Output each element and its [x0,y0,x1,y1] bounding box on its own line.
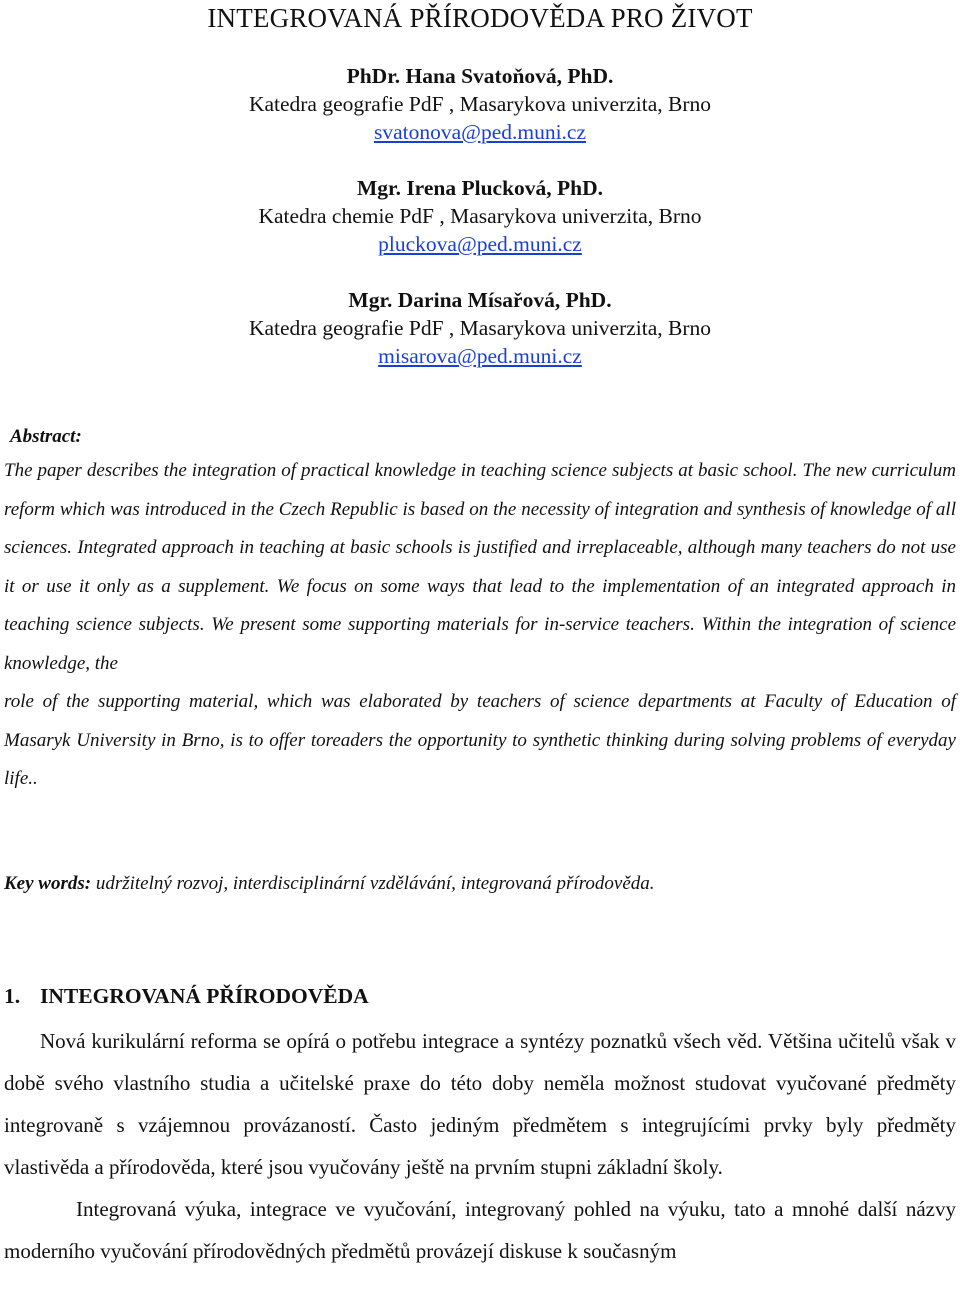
author-affiliation: Katedra geografie PdF , Masarykova univerzita, Brno [248,92,712,116]
paper-title: INTEGROVANÁ PŘÍRODOVĚDA PRO ŽIVOT [207,3,753,33]
abstract-heading: Abstract: [10,426,82,447]
author-name: Mgr. Irena Plucková, PhD. [356,176,604,200]
abstract-paragraph: The paper describes the integration of practical knowledge in teaching science subjects at basic school. The new curriculum reform which was introduced in the Czech Republic is based on the necessity of integration and synthesis of knowledge of all sciences. Integrated approach in teaching at basic schools is justified and irreplaceable, although many teachers do not use it or use it only as a supplement. We focus on some ways that lead to the implementation of an integrated approach in teaching science subjects. We present some supporting materials for in-service teachers. Within the integration of science knowledge, the [4,460,956,674]
abstract-body [4,452,956,799]
author-email-link[interactable]: misarova@ped.muni.cz [378,344,582,368]
keywords-label: Key words: [4,873,92,894]
abstract-paragraph: role of the supporting material, which was elaborated by teachers of science departments at Faculty of Education of Masaryk University in Brno, is to offer toreaders the opportunity to synthetic thinking during solving problems of everyday life.. [4,691,956,789]
author-block [0,62,960,146]
author-email-link[interactable]: pluckova@ped.muni.cz [378,232,582,256]
author-affiliation: Katedra geografie PdF , Masarykova univerzita, Brno [248,316,712,340]
body-paragraph: Nová kurikulární reforma se opírá o potřebu integrace a syntézy poznatků všech věd. Většina učitelů však v době svého vlastního studia a učitelské praxe do této doby neměla možnost studovat vyučované předměty integrovaně s vzájemnou provázaností. Často jediným předmětem s integrujícími prvky byly předměty vlastivěda a přírodověda, které jsou vyučovány ještě na prvním stupni základní školy. [4,1029,956,1179]
section-heading [4,981,956,1011]
section-body [4,1020,956,1272]
body-paragraph: Integrovaná výuka, integrace ve vyučování, integrovaný pohled na výuku, tato a mnohé další názvy moderního vyučování přírodovědných předmětů provázejí diskuse k současným [4,1197,956,1263]
author-list [0,62,960,398]
author-affiliation: Katedra chemie PdF , Masarykova univerzita, Brno [258,204,702,228]
section-title: INTEGROVANÁ PŘÍRODOVĚDA [40,984,369,1008]
author-block [0,174,960,258]
author-name: Mgr. Darina Mísařová, PhD. [348,288,612,312]
abstract-section [4,422,956,799]
author-email-link[interactable]: svatonova@ped.muni.cz [373,120,587,144]
keywords-line [4,869,956,899]
author-name: PhDr. Hana Svatoňová, PhD. [346,64,614,88]
keywords-text: udržitelný rozvoj, interdisciplinární vzdělávání, integrovaná přírodověda. [91,873,655,894]
author-block [0,286,960,370]
section-number: 1. [4,984,21,1008]
